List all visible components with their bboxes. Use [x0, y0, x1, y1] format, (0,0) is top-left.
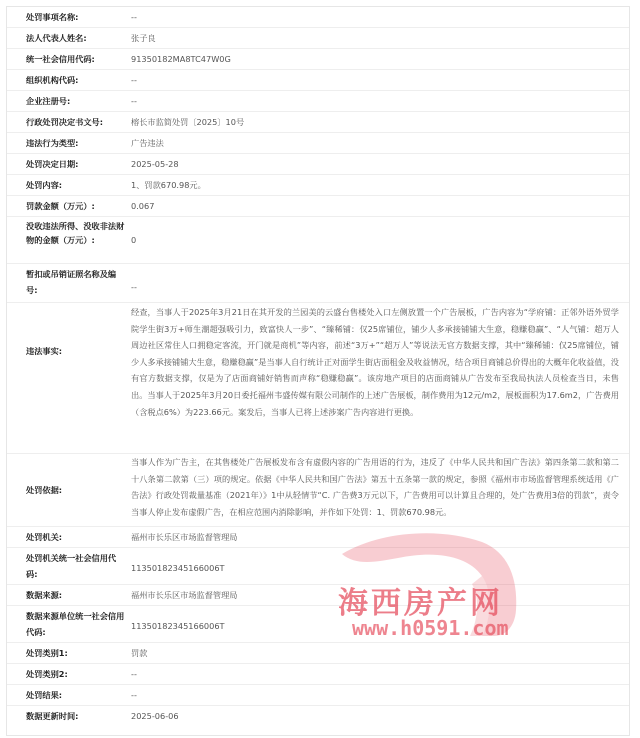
row-credit-code — [7, 49, 629, 70]
value-authority-credit-code: 11350182345166006T — [131, 563, 225, 573]
row-update-time — [7, 706, 629, 726]
label-penalty-item-name: 处罚事项名称: — [26, 12, 79, 22]
label-credit-code: 统一社会信用代码: — [26, 54, 95, 64]
value-source-credit-code: 11350182345166006T — [131, 621, 225, 631]
row-penalty-item-name — [7, 7, 629, 28]
label-org-code: 组织机构代码: — [26, 75, 79, 85]
label-penalty-category-1: 处罚类别1: — [26, 648, 68, 658]
row-violation-type — [7, 133, 629, 154]
label-registration-number: 企业注册号: — [26, 96, 71, 106]
value-violation-facts: 经查，当事人于2025年3月21日在其开发的兰园美的云盛台售楼处入口左侧放置一个广告展板，广告内容为“学府铺：正邻外语外贸学院学生街3万+师生潮超强吸引力，致富快人一步”、“臻稀铺：仅25席铺位，铺少人多承接铺铺大生意，稳赚稳赢”、“人气铺：超万人周边社区常住人口拥稳定客流，开门就是商机”等内容，前述“3万+”“超万人”等说法无官方数据支撑，其中“臻稀铺：仅25席铺位，铺少人多承接铺铺大生意，稳赚稳赢”是当事人自行统计正对面学生街店面租金及收益情况，结合项目商铺总价得出的大概年化收益值，没有官方数据支撑，仅是为了店面商铺好销售而声称“稳赚稳赢”。该房地产项目的店面商铺从广告发布至我局执法人员检查当日，未售出。当事人于2025年3月20日委托福州韦盛传媒有限公司制作的上述广告展板，制作费用为12元/m2，展板面积为17.6m2，广告费用（含税点6%）为223.66元。案发后，当事人已将上述涉案广告内容进行更换。 — [131, 307, 619, 417]
row-authority-credit-code — [7, 548, 629, 585]
label-decision-date: 处罚决定日期: — [26, 159, 79, 169]
value-penalty-content: 1、罚款670.98元。 — [131, 180, 206, 190]
label-penalty-category-2: 处罚类别2: — [26, 669, 68, 679]
row-penalty-authority — [7, 527, 629, 548]
value-penalty-authority: 福州市长乐区市场监督管理局 — [131, 532, 238, 542]
row-license-suspension — [7, 264, 629, 303]
label-violation-facts: 违法事实: — [26, 346, 63, 356]
label-penalty-authority: 处罚机关: — [26, 532, 63, 542]
value-org-code: -- — [131, 75, 137, 85]
label-fine-amount: 罚款金额（万元）: — [26, 201, 95, 211]
value-confiscation-amount: 0 — [131, 235, 137, 245]
label-penalty-basis: 处罚依据: — [26, 485, 63, 495]
row-violation-facts — [7, 303, 629, 454]
label-update-time: 数据更新时间: — [26, 711, 79, 721]
value-credit-code: 91350182MA8TC47W0G — [131, 54, 231, 64]
value-decision-number: 榕长市监简处罚〔2025〕10号 — [131, 117, 245, 127]
row-registration-number — [7, 91, 629, 112]
row-source-credit-code — [7, 606, 629, 643]
label-source-credit-code: 数据来源单位统一社会信用代码: — [26, 611, 125, 637]
value-violation-type: 广告违法 — [131, 138, 164, 148]
value-decision-date: 2025-05-28 — [131, 159, 179, 169]
penalty-detail-panel — [6, 6, 630, 736]
row-decision-number — [7, 112, 629, 133]
label-authority-credit-code: 处罚机关统一社会信用代码: — [26, 553, 117, 579]
row-penalty-result — [7, 685, 629, 706]
value-fine-amount: 0.067 — [131, 201, 155, 211]
row-penalty-category-1 — [7, 643, 629, 664]
row-penalty-basis — [7, 454, 629, 527]
label-confiscation-amount: 没收违法所得、没收非法财物的金额（万元）: — [26, 221, 125, 245]
value-data-source: 福州市长乐区市场监督管理局 — [131, 590, 238, 600]
value-penalty-result: -- — [131, 690, 137, 700]
value-penalty-item-name: -- — [131, 12, 137, 22]
label-data-source: 数据来源: — [26, 590, 63, 600]
value-penalty-category-2: -- — [131, 669, 137, 679]
label-legal-representative: 法人代表人姓名: — [26, 33, 87, 43]
value-legal-representative: 张子良 — [131, 33, 156, 43]
row-fine-amount — [7, 196, 629, 217]
watermark-title: 海西房产网 — [338, 586, 503, 621]
row-penalty-category-2 — [7, 664, 629, 685]
label-penalty-result: 处罚结果: — [26, 690, 63, 700]
row-confiscation-amount — [7, 217, 629, 264]
watermark-url: www.h0591.com — [352, 616, 509, 640]
label-violation-type: 违法行为类型: — [26, 138, 79, 148]
row-org-code — [7, 70, 629, 91]
value-penalty-category-1: 罚款 — [131, 648, 148, 658]
row-legal-representative — [7, 28, 629, 49]
label-decision-number: 行政处罚决定书文号: — [26, 117, 103, 127]
label-license-suspension: 暂扣或吊销证照名称及编号: — [26, 269, 117, 295]
label-penalty-content: 处罚内容: — [26, 180, 63, 190]
value-penalty-basis: 当事人作为广告主，在其售楼处广告展板发布含有虚假内容的广告用语的行为，违反了《中华人民共和国广告法》第四条第二款和第二十八条第二款第（三）项的规定。依据《中华人民共和国广告法》第五十五条第一款的规定，参照《福州市市场监督管理系统适用《广告法》行政处罚裁量基准（2021年）》1中从轻情节“C. 广告费3万元以下，广告费用可以计算且合理的，处广告费用3倍的罚款”，责令当事人停止发布虚假广告，在相应范围内消除影响，并作如下处罚：1、罚款670.98元。 — [131, 457, 619, 517]
row-data-source — [7, 585, 629, 606]
value-update-time: 2025-06-06 — [131, 711, 179, 721]
row-decision-date — [7, 154, 629, 175]
row-penalty-content — [7, 175, 629, 196]
value-registration-number: -- — [131, 96, 137, 106]
value-license-suspension: -- — [131, 282, 137, 292]
